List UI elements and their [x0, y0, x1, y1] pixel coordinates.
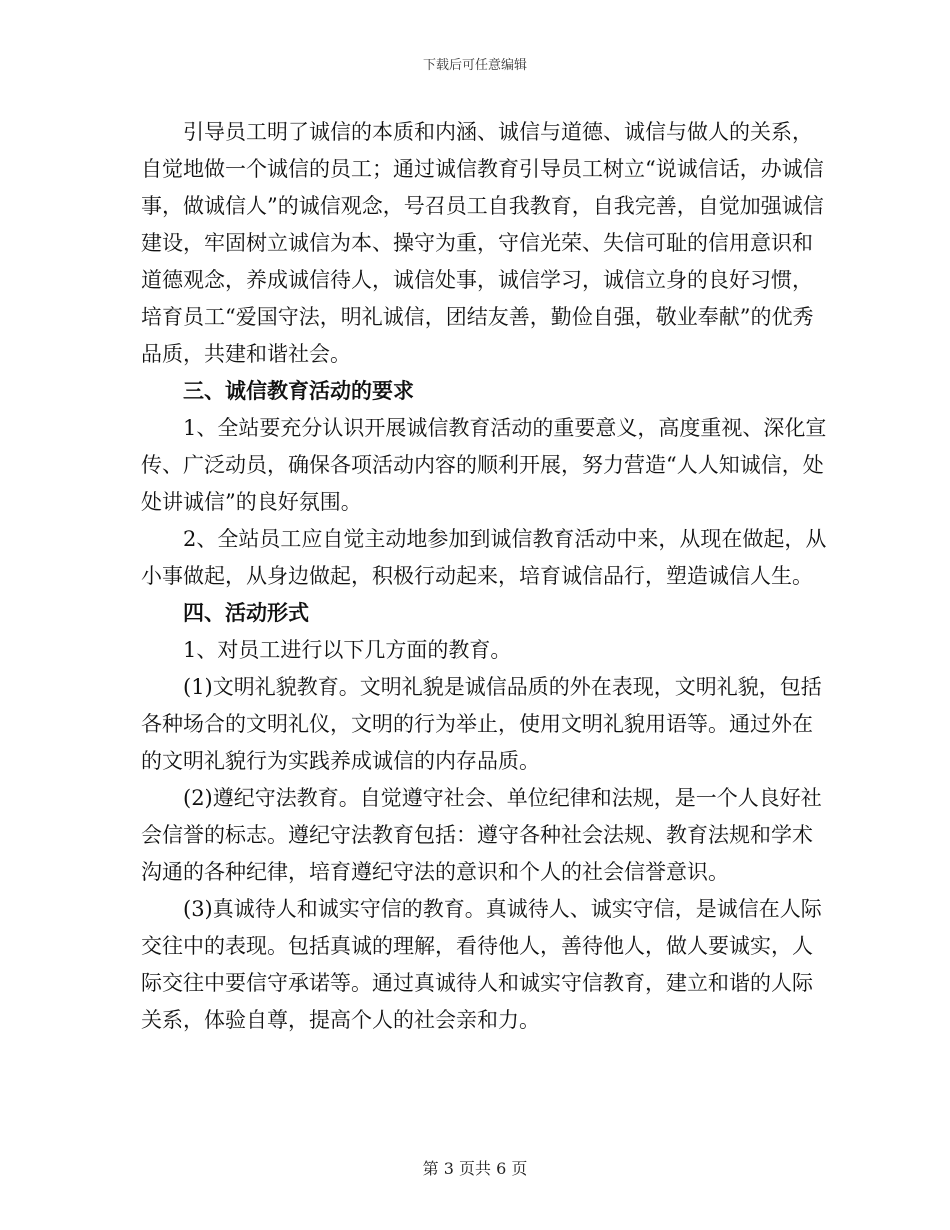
- paragraph-civility-education: (1)文明礼貌教育。文明礼貌是诚信品质的外在表现，文明礼貌，包括各种场合的文明礼仪，文明的行为举止，使用文明礼貌用语等。通过外在的文明礼貌行为实践养成诚信的内存品质。: [141, 675, 822, 773]
- section-heading-requirements: 三、诚信教育活动的要求: [183, 379, 414, 403]
- paragraph-intro-continued: 引导员工明了诚信的本质和内涵、诚信与道德、诚信与做人的关系，自觉地做一个诚信的员工；通过诚信教育引导员工树立“说诚信话，办诚信事，做诚信人”的诚信观念，号召员工自我教育，自我完善，自觉加强诚信建设，牢固树立诚信为本、操守为重，守信光荣、失信可耻的信用意识和道德观念，养成诚信待人，诚信处事，诚信学习，诚信立身的良好习惯，培育员工“爱国守法，明礼诚信，团结友善，勤俭自强，敬业奉献”的优秀品质，共建和谐社会。: [141, 120, 824, 366]
- paragraph-activity-1: 1、对员工进行以下几方面的教育。: [183, 638, 512, 662]
- paragraph-sincerity-education: (3)真诚待人和诚实守信的教育。真诚待人、诚实守信，是诚信在人际交往中的表现。包括真诚的理解，看待他人，善待他人，做人要诚实，人际交往中要信守承诺等。通过真诚待人和诚实守信教育，建立和谐的人际关系，体验自尊，提高个人的社会亲和力。: [141, 897, 822, 1032]
- page-footer: 第 3 页共 6 页: [422, 1159, 528, 1178]
- paragraph-law-abiding-education: (2)遵纪守法教育。自觉遵守社会、单位纪律和法规，是一个人良好社会信誉的标志。遵纪守法教育包括：遵守各种社会法规、教育法规和学术沟通的各种纪律，培育遵纪守法的意识和个人的社会信誉意识。: [141, 786, 822, 884]
- section-heading-activity-forms: 四、活动形式: [183, 601, 309, 625]
- paragraph-requirement-1: 1、全站要充分认识开展诚信教育活动的重要意义，高度重视、深化宣传、广泛动员，确保各项活动内容的顺利开展，努力营造“人人知诚信，处处讲诚信”的良好氛围。: [141, 416, 827, 514]
- paragraph-requirement-2: 2、全站员工应自觉主动地参加到诚信教育活动中来，从现在做起，从小事做起，从身边做起，积极行动起来，培育诚信品行，塑造诚信人生。: [141, 527, 827, 588]
- document-body: [141, 114, 831, 1039]
- page-header: 下载后可任意编辑: [422, 58, 527, 73]
